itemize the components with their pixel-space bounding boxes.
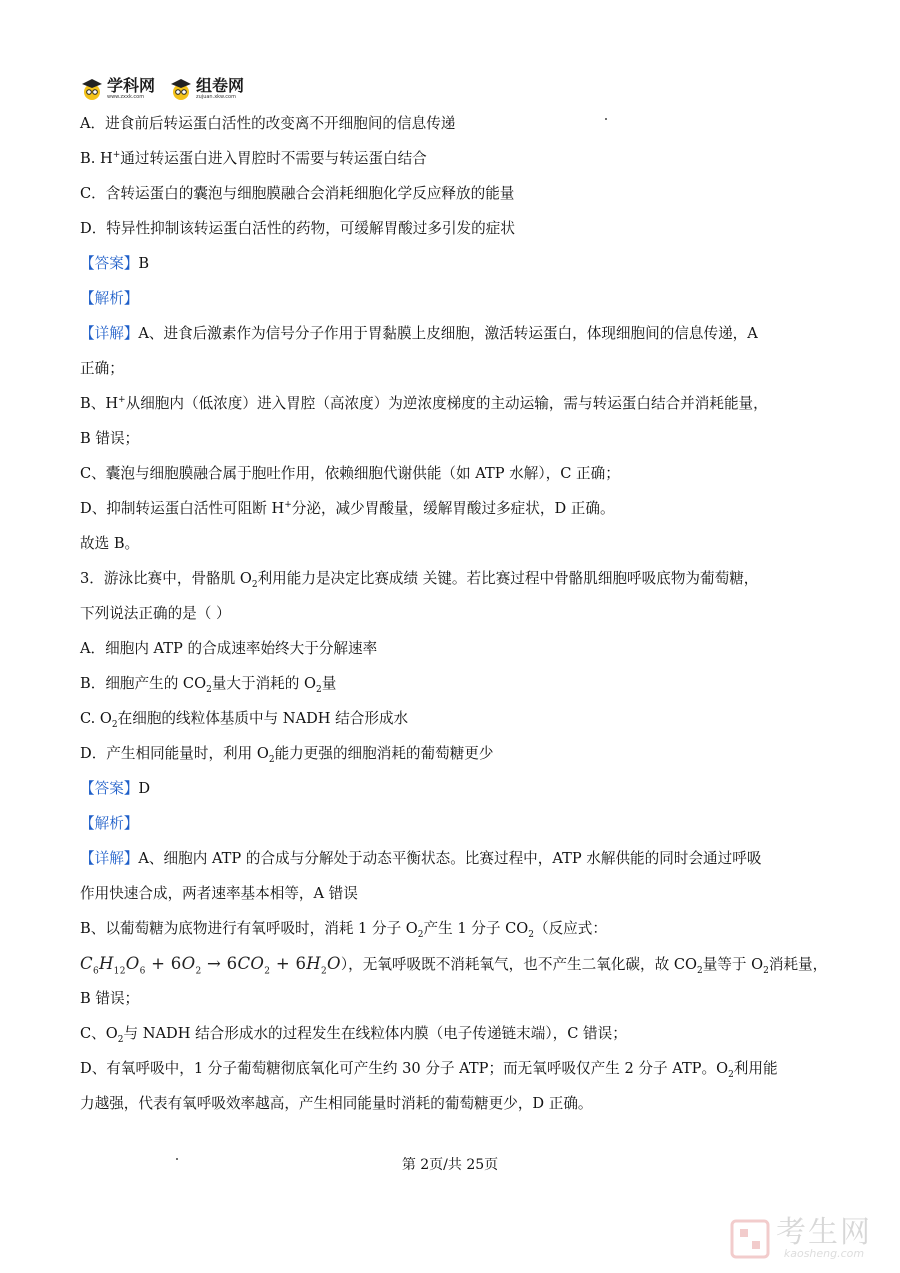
logo-url: www.zxxk.com <box>107 94 145 100</box>
detail-line: D、抑制转运蛋白活性可阻断 H+分泌，减少胃酸量，缓解胃酸过多症状，D 正确。 <box>80 500 615 517</box>
header <box>80 74 244 104</box>
detail-line: B 错误； <box>80 990 140 1007</box>
option-d: D．特异性抑制该转运蛋白活性的药物，可缓解胃酸过多引发的症状 <box>80 220 515 237</box>
detail-line: C、$O_2$与 NADH 结合形成水的过程发生在线粒体内膜（电子传递链末端），C 错误； <box>80 1025 627 1045</box>
detail-line: C、囊泡与细胞膜融合属于胞吐作用，依赖细胞代谢供能（如 ATP 水解），C 正确； <box>80 465 620 482</box>
option-d: D．产生相同能量时，利用 $O_2$能力更强的细胞消耗的葡萄糖更少 <box>80 745 494 765</box>
detail-line: B、以葡萄糖为底物进行有氧呼吸时，消耗 1 分子 $O_2$产生 1 分子 $CO_2$（反应式： <box>80 920 607 940</box>
detail-line: 【详解】A、细胞内 ATP 的合成与分解处于动态平衡状态。比赛过程中，ATP 水解供能的同时会通过呼吸 <box>80 850 762 867</box>
detail-line: 正确； <box>80 360 124 377</box>
option-b: B. H+通过转运蛋白进入胃腔时不需要与转运蛋白结合 <box>80 150 427 167</box>
detail-label: 【详解】 <box>80 325 139 342</box>
answer-label: 【答案】 <box>80 780 139 797</box>
formula-line: $C_6H_{12}O_6 + 6O_2 \to 6CO_2 + 6H_2O$），无氧呼吸既不消耗氧气，也不产生二氧化碳，故 $CO_2$量等于 $O_2$消耗量， <box>80 954 828 977</box>
answer-line <box>80 775 820 810</box>
question-3-stem: 3．游泳比赛中，骨骼肌 $O_2$利用能力是决定比赛成绩 关键。若比赛过程中骨骼肌细胞呼吸底物为葡萄糖， <box>80 570 759 590</box>
option-a: A．细胞内 ATP 的合成速率始终大于分解速率 <box>80 640 378 657</box>
question-3-stem: 下列说法正确的是（ ） <box>80 605 231 622</box>
option-c: C．含转运蛋白的囊泡与细胞膜融合会消耗细胞化学反应释放的能量 <box>80 185 515 202</box>
logo-name: 组卷网 <box>196 76 245 95</box>
detail-label: 【详解】 <box>80 850 139 867</box>
detail-line: D、有氧呼吸中，1 分子葡萄糖彻底氧化可产生约 30 分子 ATP；而无氧呼吸仅产生 2 分子 ATP。$O_2$利用能 <box>80 1060 778 1080</box>
zujuan-logo <box>169 77 244 101</box>
kaosheng-logo-icon <box>730 1219 770 1259</box>
answer-label: 【答案】 <box>80 255 139 272</box>
answer-line <box>80 250 820 285</box>
logo-name: 学科网 <box>107 76 156 95</box>
detail-line: B、H+从细胞内（低浓度）进入胃腔（高浓度）为逆浓度梯度的主动运输，需与转运蛋白结合并消耗能量， <box>80 395 768 412</box>
answer-value: B <box>138 255 150 272</box>
conclusion-line: 故选 B。 <box>80 535 140 552</box>
logo-url: zujuan.xkw.com <box>196 94 236 100</box>
watermark <box>730 1215 872 1260</box>
reaction-formula: $C_6H_{12}O_6 + 6O_2 \to 6CO_2 + 6H_2O$ <box>80 954 341 977</box>
page-number: 第 2页/共 25页 <box>401 1157 499 1173</box>
option-b: B．细胞产生的 $CO_2$量大于消耗的 $O_2$量 <box>80 675 337 695</box>
detail-line: B 错误； <box>80 430 140 447</box>
detail-line: 【详解】A、进食后激素作为信号分子作用于胃黏膜上皮细胞，激活转运蛋白，体现细胞间的信息传递，A <box>80 325 758 342</box>
zxxk-logo <box>80 77 155 101</box>
graduation-cap-icon <box>80 77 104 101</box>
analysis-label: 【解析】 <box>80 290 139 307</box>
graduation-cap-icon <box>169 77 193 101</box>
watermark-name: 考生网 <box>776 1215 872 1250</box>
watermark-url: kaosheng.com <box>783 1247 865 1260</box>
option-a: A．进食前后转运蛋白活性的改变离不开细胞间的信息传递 <box>80 115 456 132</box>
detail-line: 力越强，代表有氧呼吸效率越高，产生相同能量时消耗的葡萄糖更少，D 正确。 <box>80 1095 593 1112</box>
detail-line: 作用快速合成，两者速率基本相等，A 错误 <box>80 885 358 902</box>
analysis-label: 【解析】 <box>80 815 139 832</box>
option-c: C. $O_2$在细胞的线粒体基质中与 NADH 结合形成水 <box>80 710 409 730</box>
answer-value: D <box>138 780 151 797</box>
document-body <box>80 110 828 1125</box>
